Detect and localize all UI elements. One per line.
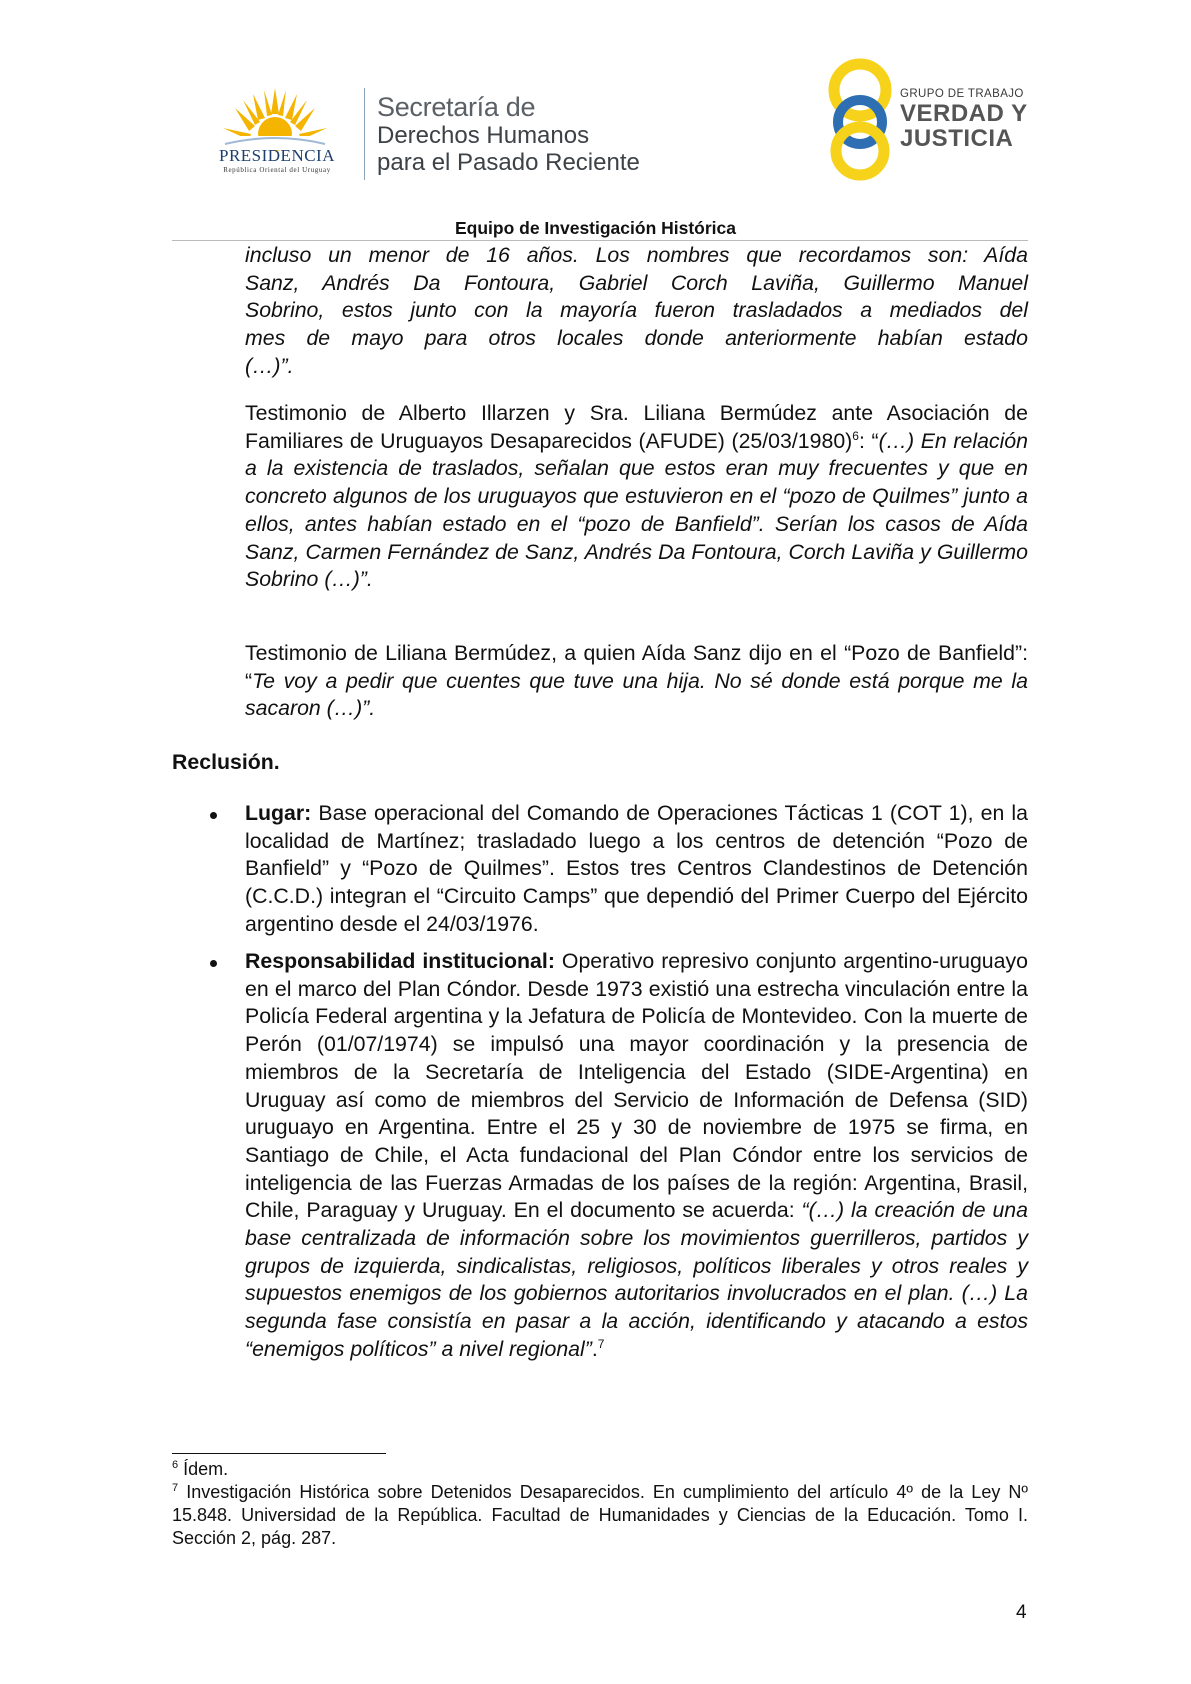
list-item-responsabilidad [245, 948, 1028, 1364]
footnote-number: 6 [172, 1459, 179, 1471]
header-rule [172, 240, 1028, 241]
footnote-text: Ídem. [178, 1459, 229, 1479]
team-title: Equipo de Investigación Histórica [454, 218, 737, 238]
verdad-justicia-rings-logo [820, 56, 900, 182]
page-number: 4 [1016, 1602, 1027, 1623]
quote-line: mes de mayo para otros locales donde anteriormente habían estado [245, 326, 1028, 351]
presidencia-wordmark: PRESIDENCIA [218, 146, 335, 165]
secretaria-wordmark [377, 92, 640, 176]
verdad-justicia-wordmark [900, 88, 1028, 151]
testimonio-quote: (…) En relación a la existencia de traslados, señalan que estos eran muy frecuentes y que en concreto algunos de los uruguayos que estuvieron en el “pozo de Quilmes” junto a ellos, antes habían estado en el “pozo de Banfield”. Serían los casos de Aída Sanz, Carmen Fernández de Sanz, Andrés Da Fontoura, Corch Laviña y Guillermo Sobrino (…)”. [245, 428, 1028, 592]
responsabilidad-label: Responsabilidad institucional: [245, 949, 555, 973]
quote-line: (…)”. [245, 353, 294, 378]
footnote-text: Investigación Histórica sobre Detenidos Desaparecidos. En cumplimiento del artículo 4º de la Ley Nº 15.848. Universidad de la República. Facultad de Humanidades y Ciencias de la Educación. Tomo I. Sección 2, pág. 287. [172, 1482, 1028, 1548]
responsabilidad-text: Operativo represivo conjunto argentino-uruguayo en el marco del Plan Cóndor. Desde 1973 existió una estrecha vinculación entre la Policía Federal argentina y la Jefatura de Policía de Montevideo. Con la muerte de Perón (01/07/1974) se impulsó una mayor coordinación y la presencia de miembros de la Secretaría de Inteligencia del Estado (SIDE-Argentina) en Uruguay así como de miembros del Servicio de Información de Defensa (SID) uruguayo en Argentina. Entre el 25 y 30 de noviembre de 1975 se firma, en Santiago de Chile, el Acta fundacional del Plan Cóndor entre los servicios de inteligencia de las Fuerzas Armadas de los países de la región: Argentina, Brasil, Chile, Paraguay y Uruguay. En el documento se acuerda: [245, 949, 1028, 1223]
footnote-ref-6: 6 [852, 428, 859, 443]
section-heading-reclusion: Reclusión. [172, 750, 280, 774]
footnote-6 [172, 1458, 1028, 1481]
secretaria-line-1: Secretaría de [377, 92, 536, 122]
testimonio-intro-end: : “ [858, 428, 879, 453]
quote-continuation [245, 242, 1028, 381]
quote-line: incluso un menor de 16 años. Los nombres que recordamos son: Aída [245, 243, 1028, 267]
bullet-marker [210, 812, 224, 822]
secretaria-line-2: Derechos Humanos [377, 122, 590, 149]
quote-line: Sobrino, estos junto con la mayoría fueron trasladados a mediados del [245, 298, 1028, 323]
list-item-lugar [245, 800, 1028, 939]
secretaria-line-3: para el Pasado Reciente [377, 149, 640, 176]
gtvj-line-1: GRUPO DE TRABAJO [900, 88, 1024, 100]
acta-quote: “(…) la creación de una base centralizada de información sobre los movimientos guerrilleros, partidos y grupos de izquierda, sindicalistas, religiosos, políticos liberales y otros reales y supuestos enemigos de los gobiernos autoritarios involucrados en el plan. (…) La segunda fase consistía en pasar a la acción, identificando y atacando a estos “enemigos políticos” a nivel regional” [245, 1198, 1029, 1361]
document-header [0, 0, 1191, 240]
lugar-label: Lugar: [245, 801, 312, 825]
testimonio-bermudez [245, 640, 1028, 723]
testimonio-intro: Testimonio de Alberto Illarzen y Sra. Liliana Bermúdez ante Asociación de Familiares de Uruguayos Desaparecidos (AFUDE) (25/03/1980) [245, 401, 1028, 453]
lugar-text: Base operacional del Comando de Operaciones Tácticas 1 (COT 1), en la localidad de Martínez; trasladado luego a los centros de detención “Pozo de Banfield” y “Pozo de Quilmes”. Estos tres Centros Clandestinos de Detención (C.C.D.) integran el “Circuito Camps” que dependió del Primer Cuerpo del Ejército argentino desde el 24/03/1976. [245, 801, 1028, 936]
quote-line: Sanz, Andrés Da Fontoura, Gabriel Corch Laviña, Guillermo Manuel [245, 270, 1028, 295]
footnote-7 [172, 1481, 1028, 1550]
testimonio-quote: Te voy a pedir que cuentes que tuve una hija. No sé donde está porque me la sacaron (…)”. [245, 668, 1028, 721]
footnote-number: 7 [172, 1482, 179, 1494]
testimonio-intro: Testimonio de Liliana Bermúdez, a quien Aída Sanz dijo en el “Pozo de Banfield”: “ [245, 641, 1028, 693]
header-divider [364, 88, 365, 180]
footnote-ref-7: 7 [597, 1336, 605, 1351]
footnote-separator [172, 1453, 386, 1454]
bullet-marker [210, 960, 224, 970]
gtvj-line-3: JUSTICIA [900, 125, 1014, 152]
testimonio-illarzen [245, 400, 1028, 594]
gtvj-line-2: VERDAD Y [900, 100, 1028, 127]
presidencia-subtitle: República Oriental del Uruguay [223, 166, 331, 174]
responsabilidad-end: . [591, 1336, 598, 1361]
